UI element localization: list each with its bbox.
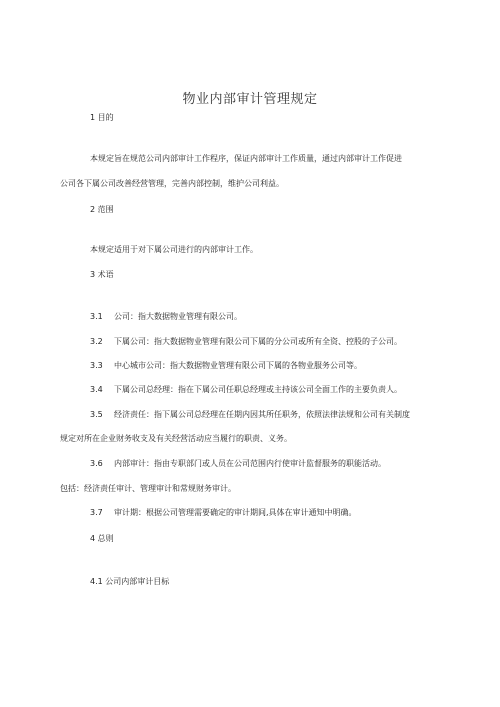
term-item (90, 459, 386, 469)
term-text: 公司：指大数据物业管理有限公司。 (114, 312, 242, 321)
document-title: 物业内部审计管理规定 (182, 92, 318, 107)
section-heading-scope: 2 范围 (90, 205, 114, 214)
term-item (90, 337, 402, 347)
term-text: 内部审计：指由专职部门或人员在公司范围内行使审计监督服务的职能活动。 (114, 459, 386, 468)
term-text: 下属公司总经理：指在下属公司任职总经理或主持该公司全面工作的主要负责人。 (114, 385, 402, 394)
term-number: 3.5 (90, 410, 103, 419)
term-item (90, 361, 362, 371)
term-text: 下属公司：指大数据物业管理有限公司下属的分公司或所有全资、控股的子公司。 (114, 337, 402, 346)
term-text: 中心城市公司：指大数据物业管理有限公司下属的各物业服务公司等。 (114, 361, 362, 370)
term-text: 经济责任：指下属公司总经理在任期内因其所任职务，依照法律法规和公司有关制度 (114, 410, 410, 419)
section-heading-general: 4 总则 (90, 534, 114, 543)
term-continuation: 规定对所在企业财务收支及有关经营活动应当履行的职责、义务。 (60, 434, 292, 443)
term-number: 3.3 (90, 361, 103, 370)
term-number: 3.7 (90, 508, 103, 517)
scope-paragraph: 本规定适用于对下属公司进行的内部审计工作。 (90, 245, 258, 254)
term-item (90, 385, 402, 395)
term-number: 3.6 (90, 459, 103, 468)
section-heading-terms: 3 术语 (90, 270, 114, 279)
term-number: 3.2 (90, 337, 103, 346)
subsection-heading-audit-objectives: 4.1 公司内部审计目标 (90, 577, 170, 586)
term-item (90, 312, 242, 322)
term-number: 3.4 (90, 385, 103, 394)
term-number: 3.1 (90, 312, 103, 321)
purpose-paragraph-line-2: 公司各下属公司改善经营管理，完善内部控制，维护公司利益。 (60, 179, 284, 188)
term-item (90, 410, 410, 420)
purpose-paragraph-line-1: 本规定旨在规范公司内部审计工作程序，保证内部审计工作质量，通过内部审计工作促进 (90, 154, 402, 163)
section-heading-purpose: 1 目的 (90, 113, 114, 122)
term-text: 审计期：根据公司管理需要确定的审计期间,具体在审计通知中明确。 (114, 508, 357, 517)
term-continuation: 包括：经济责任审计、管理审计和常规财务审计。 (60, 484, 236, 493)
term-item (90, 508, 357, 518)
